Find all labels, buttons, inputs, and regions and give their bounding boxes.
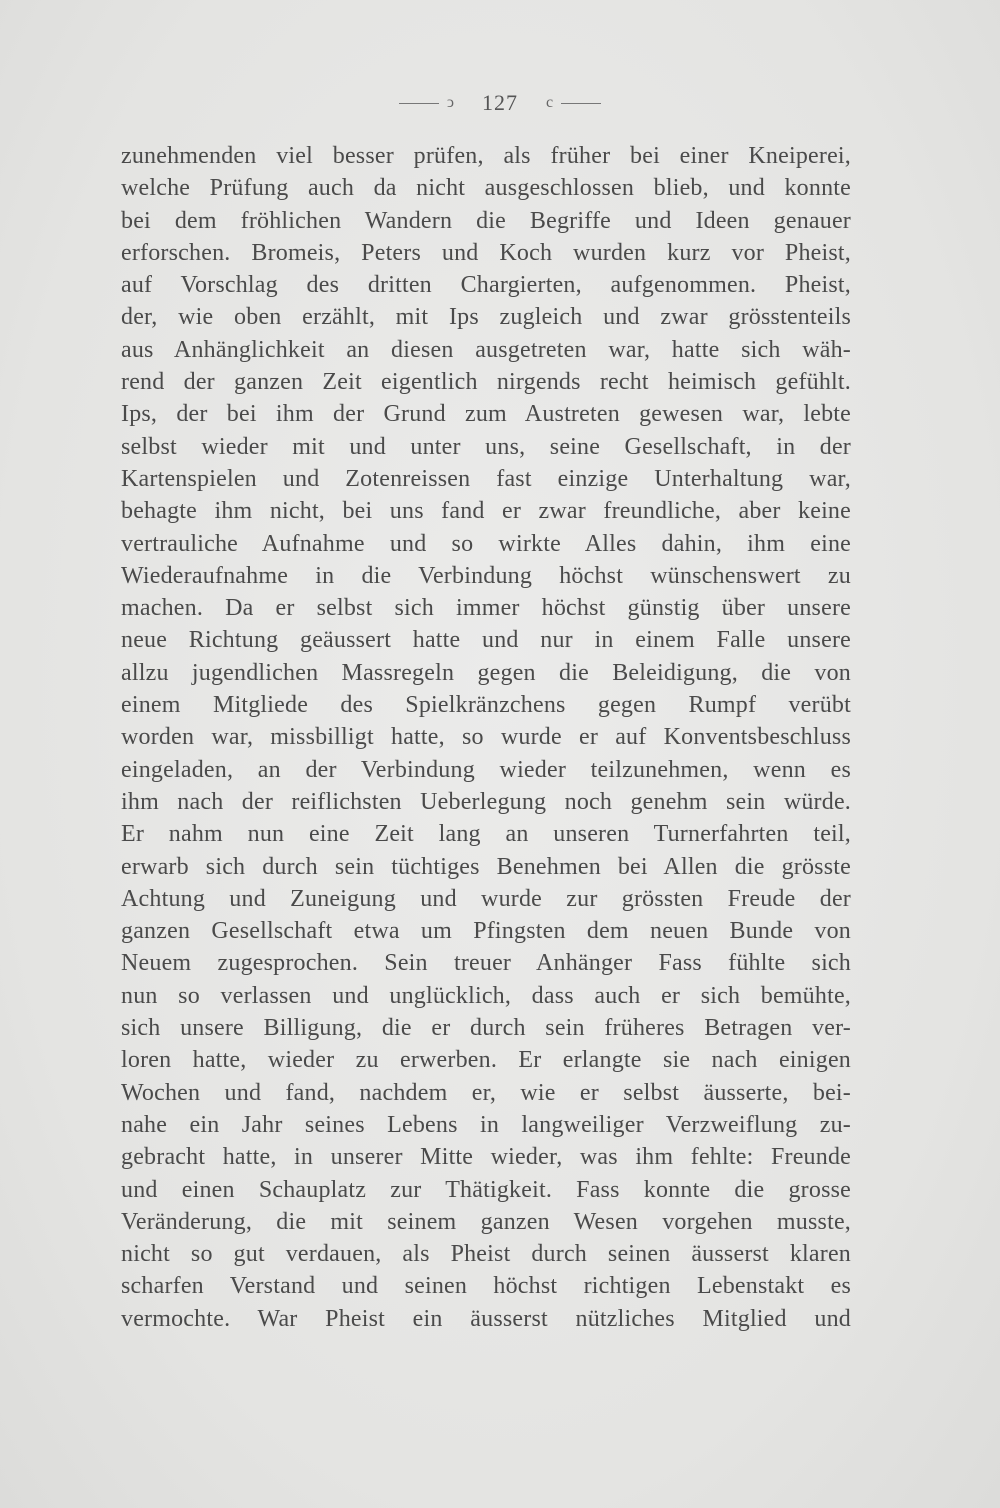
text-line: Wochen und fand, nachdem er, wie er selbst äusserte, bei- xyxy=(121,1079,851,1106)
text-line: nun so verlassen und unglücklich, dass auch er sich bemühte, xyxy=(121,982,851,1009)
text-line: zunehmenden viel besser prüfen, als früher bei einer Kneiperei, xyxy=(121,143,851,169)
header-rule-left xyxy=(399,103,439,104)
text-line: Achtung und Zuneigung und wurde zur grössten Freude der xyxy=(121,885,851,912)
text-line: scharfen Verstand und seinen höchst richtigen Lebenstakt es xyxy=(121,1273,851,1300)
text-line: Wiederaufnahme in die Verbindung höchst wünschenswert zu xyxy=(121,562,851,589)
text-line: Kartenspielen und Zotenreissen fast einzige Unterhaltung war, xyxy=(121,465,851,492)
text-line: vertrauliche Aufnahme und so wirkte Alles dahin, ihm eine xyxy=(121,530,851,557)
text-line: einem Mitgliede des Spielkränzchens gegen Rumpf verübt xyxy=(121,692,851,719)
text-line: bei dem fröhlichen Wandern die Begriffe und Ideen genauer xyxy=(121,207,851,234)
text-line: Veränderung, die mit seinem ganzen Wesen vorgehen musste, xyxy=(121,1208,851,1235)
text-line: nicht so gut verdauen, als Pheist durch seinen äusserst klaren xyxy=(121,1241,851,1268)
text-line: der, wie oben erzählt, mit Ips zugleich und zwar grösstenteils xyxy=(121,304,851,331)
text-line: aus Anhänglichkeit an diesen ausgetreten war, hatte sich wäh- xyxy=(121,336,851,363)
text-line: sich unsere Billigung, die er durch sein früheres Betragen ver- xyxy=(121,1015,851,1042)
body-text xyxy=(121,140,851,1335)
text-line: Neuem zugesprochen. Sein treuer Anhänger Fass fühlte sich xyxy=(121,950,851,977)
text-line: gebracht hatte, in unserer Mitte wieder, was ihm fehlte: Freunde xyxy=(121,1144,851,1171)
text-line: vermochte. War Pheist ein äusserst nützliches Mitglied und xyxy=(121,1305,851,1332)
text-line: machen. Da er selbst sich immer höchst günstig über unsere xyxy=(121,595,851,622)
text-line: auf Vorschlag des dritten Chargierten, aufgenommen. Pheist, xyxy=(121,272,851,299)
text-line: selbst wieder mit und unter uns, seine Gesellschaft, in der xyxy=(121,433,851,460)
text-line: eingeladen, an der Verbindung wieder teilzunehmen, wenn es xyxy=(121,756,851,783)
text-line: nahe ein Jahr seines Lebens in langweiliger Verzweiflung zu- xyxy=(121,1111,851,1138)
text-line: erwarb sich durch sein tüchtiges Benehmen bei Allen die grösste xyxy=(121,853,851,880)
header-ornament-right: c xyxy=(546,94,554,111)
text-line: Ips, der bei ihm der Grund zum Austreten gewesen war, lebte xyxy=(121,401,851,428)
header-ornament-left: ↄ xyxy=(446,94,454,111)
text-line: loren hatte, wieder zu erwerben. Er erlangte sie nach einigen xyxy=(121,1047,851,1074)
text-line: welche Prüfung auch da nicht ausgeschlossen blieb, und konnte xyxy=(121,175,851,202)
text-line: und einen Schauplatz zur Thätigkeit. Fass konnte die grosse xyxy=(121,1176,851,1203)
text-line: allzu jugendlichen Massregeln gegen die Beleidigung, die von xyxy=(121,659,851,686)
text-line: rend der ganzen Zeit eigentlich nirgends recht heimisch gefühlt. xyxy=(121,369,851,396)
text-line: neue Richtung geäussert hatte und nur in einem Falle unsere xyxy=(121,627,851,654)
text-line: Er nahm nun eine Zeit lang an unseren Turnerfahrten teil, xyxy=(121,821,851,848)
text-line: erforschen. Bromeis, Peters und Koch wurden kurz vor Pheist, xyxy=(121,239,851,266)
text-line: ihm nach der reiflichsten Ueberlegung noch genehm sein würde. xyxy=(121,788,851,815)
page-header xyxy=(0,88,1000,118)
text-line: behagte ihm nicht, bei uns fand er zwar freundliche, aber keine xyxy=(121,498,851,525)
text-line: ganzen Gesellschaft etwa um Pfingsten dem neuen Bunde von xyxy=(121,918,851,945)
text-line: worden war, missbilligt hatte, so wurde er auf Konventsbeschluss xyxy=(121,724,851,751)
header-rule-right xyxy=(561,103,601,104)
page-number: 127 xyxy=(482,90,518,115)
